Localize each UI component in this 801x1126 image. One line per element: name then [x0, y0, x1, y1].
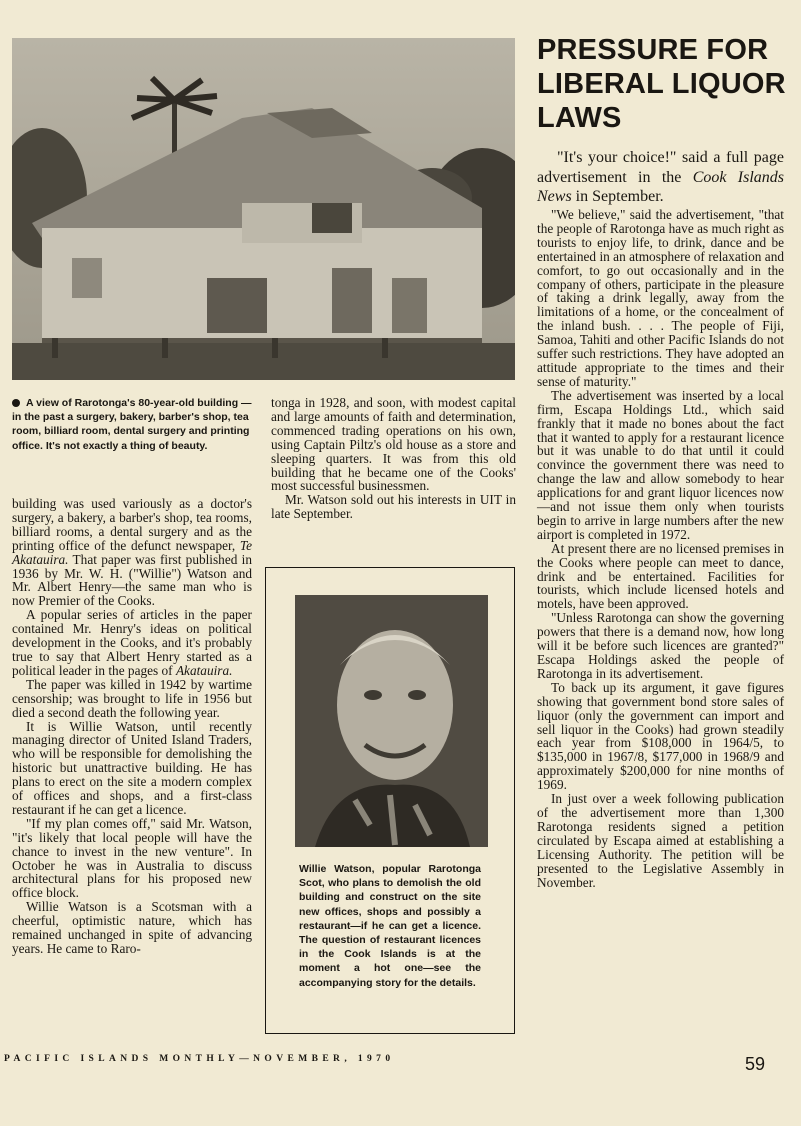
- running-footer: PACIFIC ISLANDS MONTHLY—NOVEMBER, 1970: [4, 1054, 395, 1064]
- article-headline: PRESSURE FOR LIBERAL LIQUOR LAWS: [537, 34, 786, 134]
- newspaper-name: Cook Islands News: [537, 168, 785, 205]
- portrait-photo: [295, 595, 488, 847]
- column-2: [271, 396, 516, 521]
- paragraph: tonga in 1928, and soon, with modest capital and large amounts of faith and determination, commenced trading operations on his own, using Captain Piltz's old house as a store and sleeping quarters. It was from this old building that he became one of the Cooks' most successful businessmen.: [271, 395, 516, 494]
- paragraph: To back up its argument, it gave figures showing that government bond store sales of liquor (only the government can import and sell liquor in the Cooks) had grown steadily each year from $108,000 in 1964/5, to $135,000 in 1967/8, $177,000 in 1968/9 and approximately $200,000 for nine months of 1969.: [537, 679, 784, 793]
- paragraph: The paper was killed in 1942 by wartime censorship; was brought to life in 1956 but died a second death the following year.: [12, 676, 252, 720]
- newspaper-name: Te Akatauira.: [12, 537, 252, 567]
- article-body: [537, 208, 784, 889]
- paragraph: "If my plan comes off," said Mr. Watson, "it's likely that local people will have the chance to invest in the new venture". In October he was in Australia to discuss architectural plans for his proposed new office block.: [12, 815, 252, 901]
- paragraph: The advertisement was inserted by a local firm, Escapa Holdings Ltd., which said frankly that it made no bones about the fact that it wanted to apply for a restaurant licence but it was unable to do that until it could convince the government there was need to change the law and allow somebody to hear applications for and grant liquor licences now—and not issue them only when tourists begin to arrive in large numbers after the new airport is completed in 1972.: [537, 387, 784, 542]
- article-lead: "It's your choice!" said a full page advertisement in the Cook Islands News in September.: [537, 149, 785, 205]
- paragraph: Willie Watson is a Scotsman with a cheerful, optimistic nature, which has remained unchanged in spite of advancing years. He came to Raro-: [12, 899, 252, 956]
- paragraph: "We believe," said the advertisement, "that the people of Rarotonga have as much right as tourists to enjoy life, to drink, dance and be entertained in an atmosphere of relaxation and comfort, to go out occasionally and in the company of others, participate in the pleasure of taking a drink legally, away from the limitations of a home, or the concealment of the inland bush. . . . The people of Fiji, Samoa, Tahiti and other Pacific Islands do not suffer such restrictions. They have adopted an attitude appropriate to the times and their sense of maturity.": [537, 207, 784, 389]
- paragraph: "Unless Rarotonga can show the governing powers that there is a demand now, how long will it be before such licences are granted?" Escapa Holdings asked the people of Rarotonga in its advertisement.: [537, 610, 784, 681]
- paragraph: In just over a week following publication of the advertisement more than 1,300 Rarotonga residents signed a petition circulated by Escapa aimed at establishing a Licensing Authority. The petition will be presented to the Legislative Assembly in November.: [537, 791, 784, 890]
- paragraph: building was used variously as a doctor's surgery, a bakery, a barber's shop, tea rooms, billiard rooms, a dental surgery and as the printing office of the defunct newspaper, Te Akatauira. That paper was first published in 1936 by Mr. W. H. ("Willie") Watson and Mr. Albert Henry—the same man who is now Premier of the Cooks.: [12, 496, 252, 609]
- bullet-icon: [12, 399, 20, 407]
- page-number: 59: [745, 1054, 766, 1074]
- column-1: [12, 497, 252, 956]
- paragraph: It is Willie Watson, until recently managing director of United Island Traders, who will be responsible for demolishing the historic but unattractive building. He has plans to erect on the site a modern complex of offices and shops, and a first-class restaurant if he can get a licence.: [12, 718, 252, 817]
- caption-text: A view of Rarotonga's 80-year-old building — in the past a surgery, bakery, barber's shop, tea room, billiard room, dental surgery and printing office. It's not exactly a thing of beauty.: [12, 397, 252, 452]
- paragraph: A popular series of articles in the paper contained Mr. Henry's ideas on political development in the Cooks, and it's probably true to say that Albert Henry started as a political leader in the pages of Akatauira.: [12, 607, 252, 678]
- building-photo: [12, 38, 515, 380]
- portrait-caption: Willie Watson, popular Rarotonga Scot, who plans to demolish the old building and construct on the site new offices, shops and possibly a restaurant—if he can get a licence. The question of restaurant licences in the Cook Islands is at the moment a hot one—see the accompanying story for the details.: [299, 863, 481, 989]
- paragraph: Mr. Watson sold out his interests in UIT in late September.: [271, 492, 516, 522]
- newspaper-name: Akatauira.: [175, 662, 233, 678]
- building-photo-caption: [12, 396, 252, 453]
- paragraph: At present there are no licensed premises in the Cooks where people can meet to dance, drink and be entertained. Facilities for tourists, which include licensed hotels and motels, have been approved.: [537, 540, 784, 612]
